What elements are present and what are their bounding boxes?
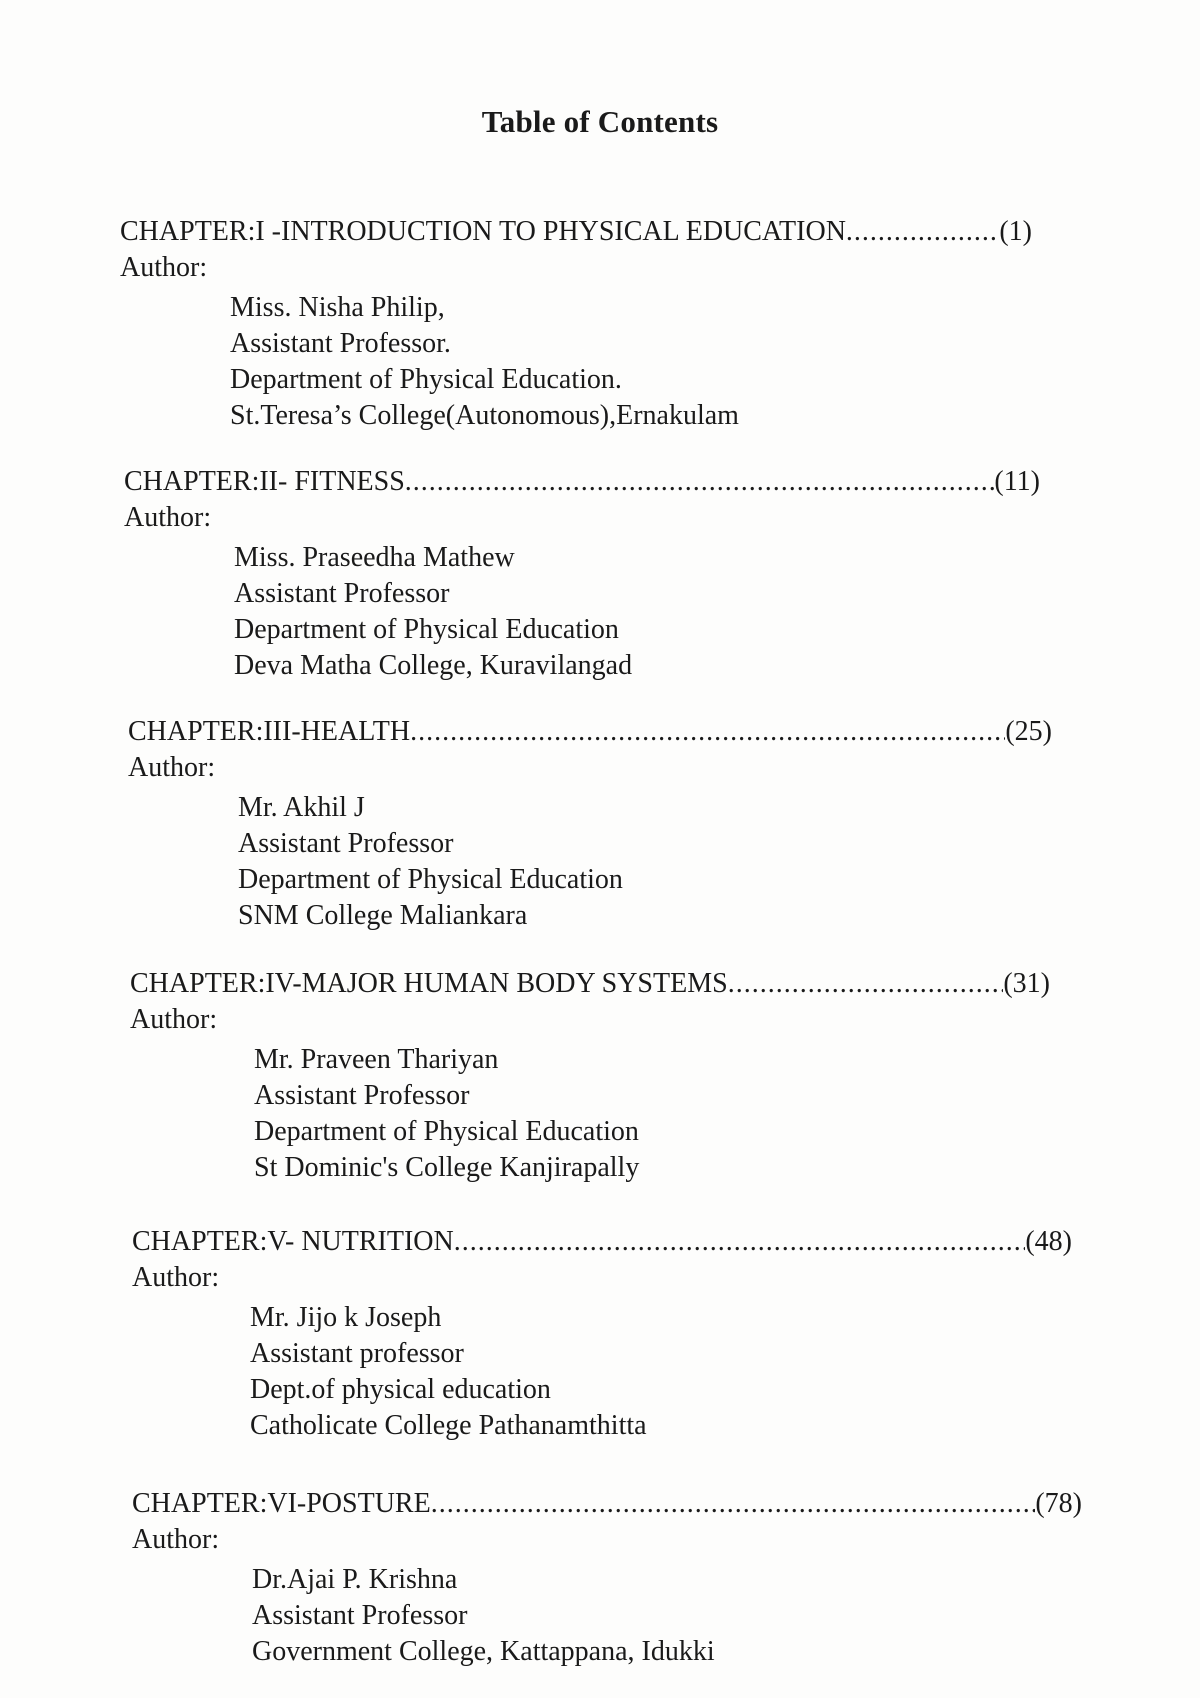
author-details [252,1562,1082,1670]
chapter-page-number: (31) [1003,968,1050,999]
toc-entry-chapter-3 [128,714,1052,934]
leader-dots [405,464,995,500]
author-label: Author: [132,1524,220,1555]
chapter-title: CHAPTER:I -INTRODUCTION TO PHYSICAL EDUCATION [120,216,846,247]
author-position: Assistant Professor [238,828,454,859]
author-label: Author: [128,752,216,783]
chapter-heading[interactable] [120,214,1032,250]
author-department: Department of Physical Education [238,864,623,895]
author-position: Assistant Professor [254,1080,470,1111]
chapter-title: CHAPTER:VI-POSTURE [132,1488,431,1519]
author-label: Author: [124,502,212,533]
author-institution: SNM College Maliankara [238,900,528,931]
author-label: Author: [130,1004,218,1035]
author-label: Author: [120,252,208,283]
chapter-page-number: (25) [1005,716,1052,747]
author-position: Assistant Professor [234,578,450,609]
author-name: Dr.Ajai P. Krishna [252,1564,458,1595]
chapter-title: CHAPTER:III-HEALTH [128,716,411,747]
chapter-title: CHAPTER:IV-MAJOR HUMAN BODY SYSTEMS [130,968,728,999]
leader-dots [728,966,1004,1002]
chapter-heading[interactable] [132,1224,1072,1260]
author-institution: St.Teresa’s College(Autonomous),Ernakulam [230,400,739,431]
author-department: Department of Physical Education [254,1116,639,1147]
toc-entry-chapter-1 [120,214,1032,434]
author-details [238,790,1052,934]
page-title: Table of Contents [481,104,719,139]
author-department: Department of Physical Education. [230,364,622,395]
author-name: Mr. Jijo k Joseph [250,1302,442,1333]
author-details [250,1300,1072,1444]
author-details [234,540,1040,684]
author-details [230,290,1032,434]
author-name: Mr. Akhil J [238,792,365,823]
leader-dots [410,714,1005,750]
toc-entry-chapter-5 [132,1224,1072,1444]
author-name: Miss. Praseedha Mathew [234,542,515,573]
author-details [254,1042,1050,1186]
chapter-page-number: (78) [1035,1488,1082,1519]
author-position: Assistant professor [250,1338,464,1369]
author-position: Assistant Professor. [230,328,451,359]
chapter-page-number: (11) [994,466,1040,497]
author-label: Author: [132,1262,220,1293]
author-name: Mr. Praveen Thariyan [254,1044,499,1075]
author-institution: Government College, Kattappana, Idukki [252,1636,715,1667]
chapter-page-number: (1) [999,216,1032,247]
leader-dots [454,1224,1026,1260]
chapter-title: CHAPTER:II- FITNESS [124,466,405,497]
chapter-heading[interactable] [130,966,1050,1002]
chapter-title: CHAPTER:V- NUTRITION [132,1226,454,1257]
chapter-page-number: (48) [1025,1226,1072,1257]
author-position: Assistant Professor [252,1600,468,1631]
author-department: Dept.of physical education [250,1374,551,1405]
author-institution: St Dominic's College Kanjirapally [254,1152,640,1183]
author-institution: Deva Matha College, Kuravilangad [234,650,633,681]
toc-entry-chapter-4 [130,966,1050,1186]
toc-entry-chapter-2 [124,464,1040,684]
author-department: Department of Physical Education [234,614,619,645]
chapter-heading[interactable] [124,464,1040,500]
chapter-heading[interactable] [128,714,1052,750]
author-name: Miss. Nisha Philip, [230,292,445,323]
author-institution: Catholicate College Pathanamthitta [250,1410,647,1441]
leader-dots [431,1486,1036,1522]
chapter-heading[interactable] [132,1486,1082,1522]
leader-dots [846,214,999,250]
toc-entry-chapter-6 [132,1486,1082,1670]
